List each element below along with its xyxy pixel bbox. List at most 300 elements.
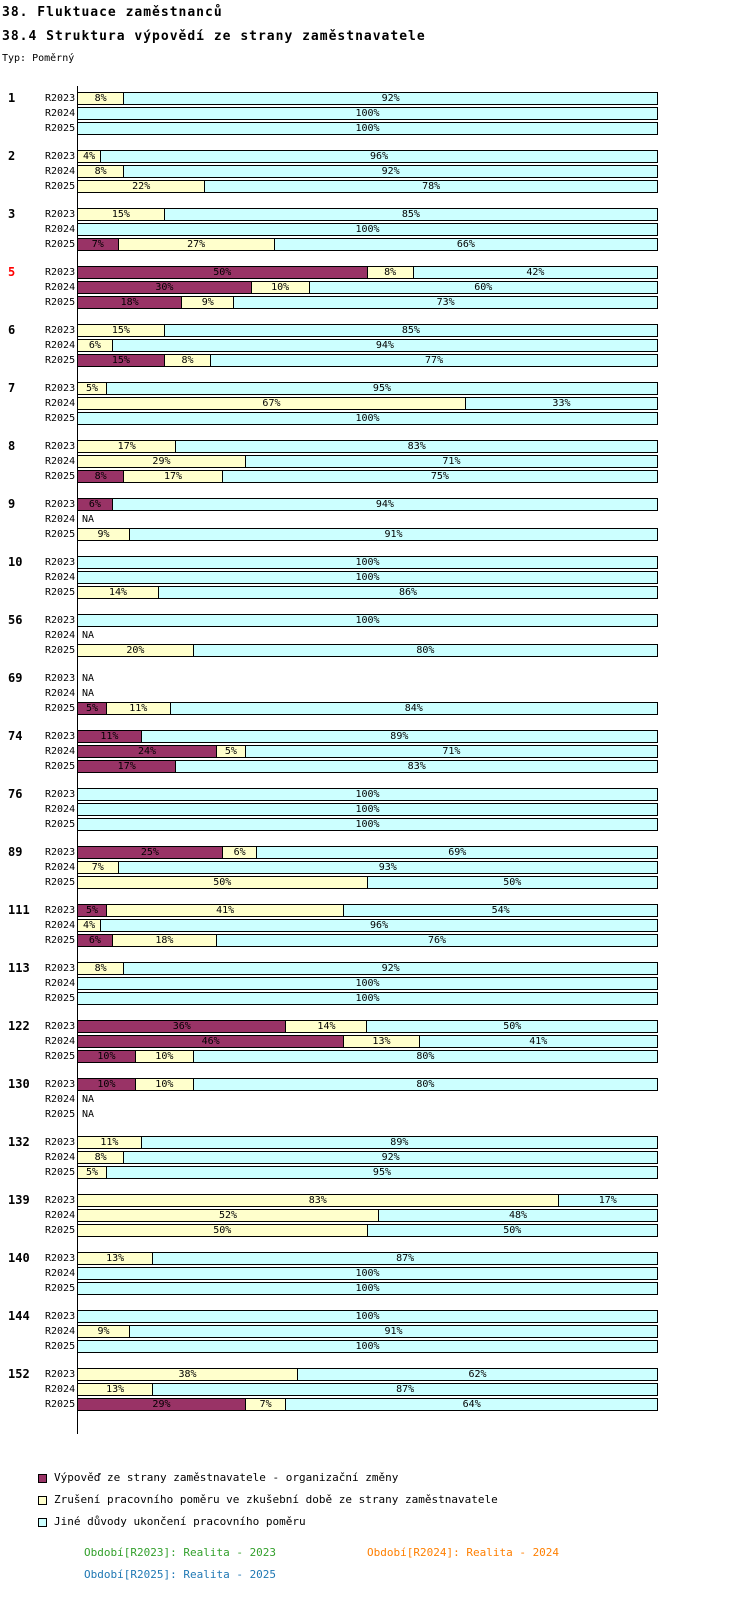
chart-row bbox=[0, 629, 750, 642]
bar-segment-trial-period: 14% bbox=[78, 587, 159, 598]
bar-area bbox=[77, 1035, 658, 1048]
row-period-label: R2023 bbox=[45, 673, 76, 684]
bar-segment-trial-period: 5% bbox=[217, 746, 246, 757]
bar-segment-org-changes: 17% bbox=[78, 761, 176, 772]
bar-segment-other-reasons: 75% bbox=[223, 471, 657, 482]
row-period-label: R2023 bbox=[45, 905, 76, 916]
stacked-bar bbox=[77, 1050, 658, 1063]
bar-area bbox=[77, 818, 658, 831]
bar-area bbox=[77, 1325, 658, 1338]
chart-group-8 bbox=[0, 440, 750, 483]
row-period-label: R2023 bbox=[45, 1311, 76, 1322]
chart-row bbox=[0, 1224, 750, 1237]
stacked-bar bbox=[77, 745, 658, 758]
row-period-label: R2024 bbox=[45, 1036, 76, 1047]
chart-row bbox=[0, 934, 750, 947]
bar-segment-trial-period: 9% bbox=[78, 1326, 130, 1337]
bar-area bbox=[77, 1310, 658, 1323]
group-number: 9 bbox=[8, 497, 16, 511]
group-number: 2 bbox=[8, 149, 16, 163]
group-number: 6 bbox=[8, 323, 16, 337]
bar-segment-other-reasons: 42% bbox=[414, 267, 657, 278]
bar-area bbox=[77, 1050, 658, 1063]
chart-group-144 bbox=[0, 1310, 750, 1353]
bar-segment-trial-period: 8% bbox=[78, 1152, 124, 1163]
stacked-bar bbox=[77, 223, 658, 236]
chart-row bbox=[0, 528, 750, 541]
chart-row bbox=[0, 760, 750, 773]
report-header bbox=[0, 0, 750, 64]
row-period-label: R2025 bbox=[45, 819, 76, 830]
chart-group-140 bbox=[0, 1252, 750, 1295]
chart-row bbox=[0, 745, 750, 758]
bar-segment-trial-period: 8% bbox=[78, 93, 124, 104]
stacked-bar bbox=[77, 1282, 658, 1295]
legend-swatch-other-reasons-icon bbox=[38, 1518, 47, 1527]
bar-segment-trial-period: 8% bbox=[78, 166, 124, 177]
bar-area bbox=[77, 760, 658, 773]
chart-row bbox=[0, 730, 750, 743]
bar-segment-org-changes: 7% bbox=[78, 239, 119, 250]
bar-segment-other-reasons: 95% bbox=[107, 1167, 657, 1178]
stacked-bar bbox=[77, 614, 658, 627]
bar-segment-other-reasons: 62% bbox=[298, 1369, 657, 1380]
bar-segment-trial-period: 8% bbox=[78, 963, 124, 974]
bar-segment-trial-period: 29% bbox=[78, 456, 246, 467]
bar-area bbox=[77, 876, 658, 889]
bar-area bbox=[77, 1108, 658, 1121]
bar-segment-other-reasons: 96% bbox=[101, 920, 657, 931]
bar-segment-other-reasons: 100% bbox=[78, 978, 657, 989]
chart-group-2 bbox=[0, 150, 750, 193]
chart-row bbox=[0, 1151, 750, 1164]
bar-segment-other-reasons: 92% bbox=[124, 93, 657, 104]
bar-area bbox=[77, 180, 658, 193]
chart-group-89 bbox=[0, 846, 750, 889]
stacked-bar bbox=[77, 455, 658, 468]
group-number: 139 bbox=[8, 1193, 30, 1207]
chart-type-label: Typ: Poměrný bbox=[2, 53, 75, 64]
row-period-label: R2025 bbox=[45, 587, 76, 598]
stacked-bar bbox=[77, 1020, 658, 1033]
chart-row bbox=[0, 1050, 750, 1063]
bar-area bbox=[77, 1267, 658, 1280]
stacked-bar bbox=[77, 1166, 658, 1179]
chart-row bbox=[0, 470, 750, 483]
stacked-bar bbox=[77, 702, 658, 715]
stacked-bar bbox=[77, 324, 658, 337]
stacked-bar bbox=[77, 122, 658, 135]
chart-row bbox=[0, 818, 750, 831]
bar-segment-other-reasons: 96% bbox=[101, 151, 657, 162]
chart-row bbox=[0, 150, 750, 163]
group-number: 8 bbox=[8, 439, 16, 453]
row-period-label: R2023 bbox=[45, 1369, 76, 1380]
bar-area bbox=[77, 934, 658, 947]
bar-area bbox=[77, 919, 658, 932]
bar-segment-trial-period: 10% bbox=[136, 1051, 194, 1062]
bar-segment-other-reasons: 100% bbox=[78, 572, 657, 583]
stacked-bar bbox=[77, 818, 658, 831]
chart-row bbox=[0, 165, 750, 178]
stacked-bar bbox=[77, 1078, 658, 1091]
bar-area bbox=[77, 208, 658, 221]
bar-area bbox=[77, 962, 658, 975]
bar-area bbox=[77, 1340, 658, 1353]
bar-area bbox=[77, 1383, 658, 1396]
chart-row bbox=[0, 208, 750, 221]
group-number: 76 bbox=[8, 787, 23, 801]
na-label: NA bbox=[82, 673, 95, 684]
chart-group-9 bbox=[0, 498, 750, 541]
bar-segment-trial-period: 50% bbox=[78, 877, 368, 888]
bar-area bbox=[77, 354, 658, 367]
bar-segment-trial-period: 27% bbox=[119, 239, 275, 250]
row-period-label: R2023 bbox=[45, 209, 76, 220]
stacked-bar bbox=[77, 846, 658, 859]
bar-segment-trial-period: 10% bbox=[136, 1079, 194, 1090]
bar-segment-other-reasons: 60% bbox=[310, 282, 657, 293]
chart-row bbox=[0, 702, 750, 715]
chart-row bbox=[0, 1282, 750, 1295]
stacked-bar bbox=[77, 962, 658, 975]
chart-group-7 bbox=[0, 382, 750, 425]
stacked-bar bbox=[77, 644, 658, 657]
row-period-label: R2025 bbox=[45, 413, 76, 424]
row-period-label: R2025 bbox=[45, 877, 76, 888]
bar-area bbox=[77, 266, 658, 279]
row-period-label: R2023 bbox=[45, 267, 76, 278]
chart-row bbox=[0, 992, 750, 1005]
bar-area bbox=[77, 440, 658, 453]
stacked-bar bbox=[77, 498, 658, 511]
na-label: NA bbox=[82, 1094, 95, 1105]
bar-segment-trial-period: 7% bbox=[246, 1399, 287, 1410]
bar-area bbox=[77, 382, 658, 395]
bar-area bbox=[77, 745, 658, 758]
row-period-label: R2024 bbox=[45, 1326, 76, 1337]
stacked-bar bbox=[77, 1383, 658, 1396]
row-period-label: R2025 bbox=[45, 471, 76, 482]
bar-area bbox=[77, 1398, 658, 1411]
stacked-bar bbox=[77, 412, 658, 425]
bar-area bbox=[77, 1194, 658, 1207]
row-period-label: R2023 bbox=[45, 1253, 76, 1264]
bar-area bbox=[77, 1252, 658, 1265]
stacked-bar bbox=[77, 470, 658, 483]
chart-row bbox=[0, 876, 750, 889]
period-2023-label: Období[R2023]: Realita - 2023 bbox=[84, 1546, 277, 1559]
bar-segment-org-changes: 50% bbox=[78, 267, 368, 278]
legend-swatch-org-changes-icon bbox=[38, 1474, 47, 1483]
row-period-label: R2023 bbox=[45, 1195, 76, 1206]
group-number: 69 bbox=[8, 671, 23, 685]
bar-segment-trial-period: 13% bbox=[344, 1036, 419, 1047]
bar-segment-trial-period: 17% bbox=[124, 471, 222, 482]
group-number: 89 bbox=[8, 845, 23, 859]
row-period-label: R2024 bbox=[45, 572, 76, 583]
row-period-label: R2025 bbox=[45, 761, 76, 772]
row-period-label: R2023 bbox=[45, 151, 76, 162]
bar-segment-trial-period: 4% bbox=[78, 920, 101, 931]
group-number: 56 bbox=[8, 613, 23, 627]
bar-segment-other-reasons: 92% bbox=[124, 166, 657, 177]
bar-segment-org-changes: 8% bbox=[78, 471, 124, 482]
row-period-label: R2024 bbox=[45, 398, 76, 409]
stacked-bar bbox=[77, 586, 658, 599]
row-period-label: R2025 bbox=[45, 703, 76, 714]
stacked-bar bbox=[77, 803, 658, 816]
bar-area bbox=[77, 788, 658, 801]
bar-segment-other-reasons: 64% bbox=[286, 1399, 657, 1410]
bar-area bbox=[77, 1368, 658, 1381]
bar-area bbox=[77, 904, 658, 917]
bar-area bbox=[77, 730, 658, 743]
row-period-label: R2023 bbox=[45, 847, 76, 858]
row-period-label: R2024 bbox=[45, 804, 76, 815]
bar-area bbox=[77, 1209, 658, 1222]
group-number: 132 bbox=[8, 1135, 30, 1149]
bar-area bbox=[77, 1078, 658, 1091]
footer-row bbox=[84, 1546, 750, 1559]
bar-segment-trial-period: 83% bbox=[78, 1195, 559, 1206]
bar-area bbox=[77, 992, 658, 1005]
bar-segment-other-reasons: 50% bbox=[368, 1225, 658, 1236]
row-period-label: R2025 bbox=[45, 529, 76, 540]
stacked-bar bbox=[77, 150, 658, 163]
chart-row bbox=[0, 861, 750, 874]
bar-segment-other-reasons: 50% bbox=[367, 1021, 657, 1032]
row-period-label: R2024 bbox=[45, 1094, 76, 1105]
chart-group-3 bbox=[0, 208, 750, 251]
row-period-label: R2025 bbox=[45, 1109, 76, 1120]
bar-segment-other-reasons: 73% bbox=[234, 297, 657, 308]
bar-area bbox=[77, 1020, 658, 1033]
legend-item-trial-period bbox=[38, 1494, 750, 1506]
stacked-bar bbox=[77, 977, 658, 990]
chart-row bbox=[0, 846, 750, 859]
bar-segment-org-changes: 29% bbox=[78, 1399, 246, 1410]
bar-area bbox=[77, 614, 658, 627]
stacked-bar bbox=[77, 992, 658, 1005]
bar-area bbox=[77, 412, 658, 425]
bar-segment-trial-period: 52% bbox=[78, 1210, 379, 1221]
chart-row bbox=[0, 788, 750, 801]
row-period-label: R2024 bbox=[45, 224, 76, 235]
stacked-bar bbox=[77, 904, 658, 917]
chart-row bbox=[0, 803, 750, 816]
bar-segment-org-changes: 10% bbox=[78, 1051, 136, 1062]
stacked-bar bbox=[77, 571, 658, 584]
stacked-bar bbox=[77, 1368, 658, 1381]
chart-row bbox=[0, 1310, 750, 1323]
stacked-bar bbox=[77, 397, 658, 410]
chart-row bbox=[0, 397, 750, 410]
group-number: 1 bbox=[8, 91, 16, 105]
bar-segment-other-reasons: 100% bbox=[78, 413, 657, 424]
stacked-bar bbox=[77, 238, 658, 251]
bar-segment-other-reasons: 54% bbox=[344, 905, 657, 916]
row-period-label: R2023 bbox=[45, 1079, 76, 1090]
bar-area bbox=[77, 339, 658, 352]
bar-segment-other-reasons: 84% bbox=[171, 703, 657, 714]
bar-segment-org-changes: 18% bbox=[78, 297, 182, 308]
row-period-label: R2023 bbox=[45, 441, 76, 452]
row-period-label: R2024 bbox=[45, 340, 76, 351]
group-number: 10 bbox=[8, 555, 23, 569]
bar-segment-org-changes: 46% bbox=[78, 1036, 344, 1047]
stacked-bar bbox=[77, 1398, 658, 1411]
chart-group-5 bbox=[0, 266, 750, 309]
bar-segment-trial-period: 9% bbox=[182, 297, 234, 308]
bar-segment-trial-period: 11% bbox=[78, 1137, 142, 1148]
bar-area bbox=[77, 92, 658, 105]
period-2024-label: Období[R2024]: Realita - 2024 bbox=[367, 1546, 560, 1559]
bar-segment-other-reasons: 83% bbox=[176, 761, 657, 772]
row-period-label: R2025 bbox=[45, 1051, 76, 1062]
bar-segment-other-reasons: 100% bbox=[78, 108, 657, 119]
row-period-label: R2023 bbox=[45, 789, 76, 800]
group-number: 5 bbox=[8, 265, 16, 279]
bar-segment-org-changes: 5% bbox=[78, 703, 107, 714]
stacked-bar bbox=[77, 730, 658, 743]
row-period-label: R2023 bbox=[45, 383, 76, 394]
stacked-bar-chart bbox=[0, 86, 750, 1434]
bar-segment-trial-period: 9% bbox=[78, 529, 130, 540]
group-number: 144 bbox=[8, 1309, 30, 1323]
legend bbox=[38, 1472, 750, 1528]
bar-segment-trial-period: 67% bbox=[78, 398, 466, 409]
row-period-label: R2024 bbox=[45, 1268, 76, 1279]
stacked-bar bbox=[77, 1310, 658, 1323]
chart-row bbox=[0, 107, 750, 120]
bar-area bbox=[77, 571, 658, 584]
chart-row bbox=[0, 687, 750, 700]
chart-row bbox=[0, 412, 750, 425]
legend-item-org-changes bbox=[38, 1472, 750, 1484]
bar-area bbox=[77, 528, 658, 541]
row-period-label: R2023 bbox=[45, 499, 76, 510]
na-label: NA bbox=[82, 630, 95, 641]
chart-row bbox=[0, 296, 750, 309]
bar-segment-trial-period: 13% bbox=[78, 1253, 153, 1264]
chart-row bbox=[0, 1383, 750, 1396]
bar-area bbox=[77, 122, 658, 135]
bar-segment-trial-period: 14% bbox=[286, 1021, 367, 1032]
chart-row bbox=[0, 672, 750, 685]
chart-group-10 bbox=[0, 556, 750, 599]
row-period-label: R2024 bbox=[45, 108, 76, 119]
chart-group-56 bbox=[0, 614, 750, 657]
chart-group-76 bbox=[0, 788, 750, 831]
row-period-label: R2024 bbox=[45, 1210, 76, 1221]
chart-row bbox=[0, 919, 750, 932]
bar-segment-org-changes: 6% bbox=[78, 499, 113, 510]
row-period-label: R2025 bbox=[45, 355, 76, 366]
bar-segment-other-reasons: 87% bbox=[153, 1253, 657, 1264]
row-period-label: R2023 bbox=[45, 93, 76, 104]
bar-area bbox=[77, 1093, 658, 1106]
row-period-label: R2025 bbox=[45, 239, 76, 250]
group-number: 74 bbox=[8, 729, 23, 743]
stacked-bar bbox=[77, 876, 658, 889]
bar-segment-other-reasons: 76% bbox=[217, 935, 657, 946]
row-period-label: R2023 bbox=[45, 557, 76, 568]
chart-group-6 bbox=[0, 324, 750, 367]
bar-segment-other-reasons: 71% bbox=[246, 456, 657, 467]
bar-segment-other-reasons: 71% bbox=[246, 746, 657, 757]
chart-group-1 bbox=[0, 92, 750, 135]
bar-segment-other-reasons: 100% bbox=[78, 615, 657, 626]
bar-segment-other-reasons: 100% bbox=[78, 1268, 657, 1279]
group-number: 130 bbox=[8, 1077, 30, 1091]
row-period-label: R2024 bbox=[45, 282, 76, 293]
bar-segment-trial-period: 4% bbox=[78, 151, 101, 162]
row-period-label: R2024 bbox=[45, 978, 76, 989]
chart-group-152 bbox=[0, 1368, 750, 1411]
chart-row bbox=[0, 122, 750, 135]
chart-row bbox=[0, 644, 750, 657]
chart-title: 38.4 Struktura výpovědí ze strany zaměstnavatele bbox=[2, 29, 426, 44]
stacked-bar bbox=[77, 1136, 658, 1149]
bar-segment-other-reasons: 93% bbox=[119, 862, 657, 873]
row-period-label: R2023 bbox=[45, 1021, 76, 1032]
bar-segment-other-reasons: 50% bbox=[368, 877, 658, 888]
bar-segment-trial-period: 5% bbox=[78, 1167, 107, 1178]
bar-segment-other-reasons: 89% bbox=[142, 731, 657, 742]
chart-row bbox=[0, 498, 750, 511]
bar-segment-other-reasons: 100% bbox=[78, 804, 657, 815]
bar-area bbox=[77, 1224, 658, 1237]
bar-segment-other-reasons: 92% bbox=[124, 1152, 657, 1163]
bar-segment-other-reasons: 78% bbox=[205, 181, 657, 192]
group-number: 122 bbox=[8, 1019, 30, 1033]
bar-area bbox=[77, 107, 658, 120]
bar-segment-trial-period: 38% bbox=[78, 1369, 298, 1380]
bar-segment-org-changes: 30% bbox=[78, 282, 252, 293]
stacked-bar bbox=[77, 1340, 658, 1353]
na-label: NA bbox=[82, 1109, 95, 1120]
stacked-bar bbox=[77, 1252, 658, 1265]
bar-area bbox=[77, 1282, 658, 1295]
bar-segment-trial-period: 6% bbox=[223, 847, 258, 858]
stacked-bar bbox=[77, 281, 658, 294]
stacked-bar bbox=[77, 92, 658, 105]
stacked-bar bbox=[77, 165, 658, 178]
bar-segment-other-reasons: 83% bbox=[176, 441, 657, 452]
row-period-label: R2025 bbox=[45, 297, 76, 308]
bar-area bbox=[77, 296, 658, 309]
bar-area bbox=[77, 861, 658, 874]
bar-segment-other-reasons: 100% bbox=[78, 1283, 657, 1294]
chart-row bbox=[0, 1035, 750, 1048]
bar-segment-other-reasons: 100% bbox=[78, 789, 657, 800]
stacked-bar bbox=[77, 296, 658, 309]
chart-row bbox=[0, 556, 750, 569]
chart-row bbox=[0, 904, 750, 917]
chart-row bbox=[0, 1166, 750, 1179]
chart-group-122 bbox=[0, 1020, 750, 1063]
stacked-bar bbox=[77, 760, 658, 773]
bar-area bbox=[77, 1151, 658, 1164]
period-footer bbox=[84, 1546, 750, 1581]
bar-segment-trial-period: 15% bbox=[78, 209, 165, 220]
chart-row bbox=[0, 1267, 750, 1280]
row-period-label: R2023 bbox=[45, 325, 76, 336]
bar-area bbox=[77, 687, 658, 700]
chart-group-139 bbox=[0, 1194, 750, 1237]
group-number: 7 bbox=[8, 381, 16, 395]
